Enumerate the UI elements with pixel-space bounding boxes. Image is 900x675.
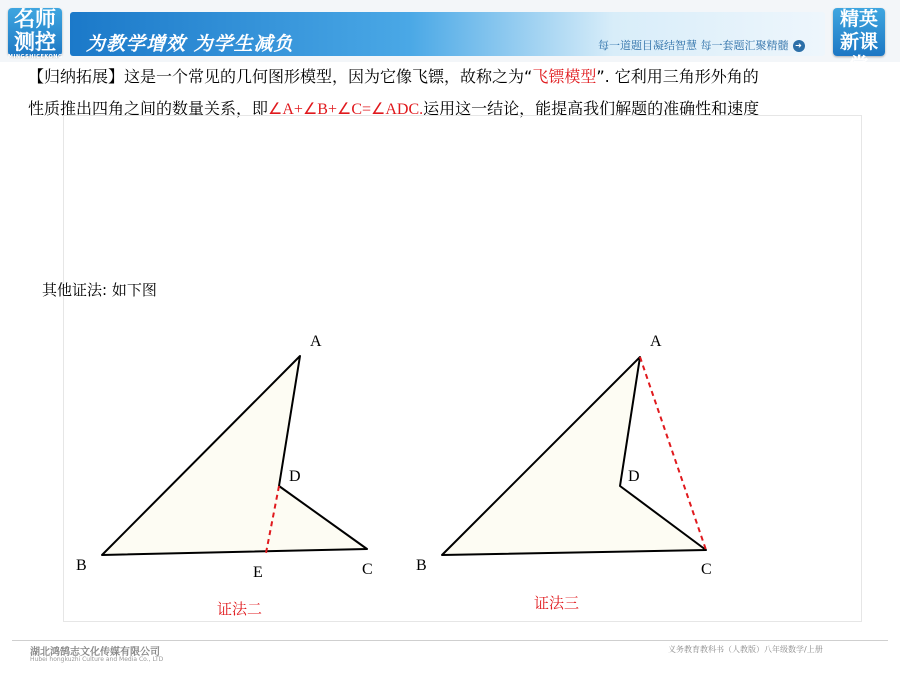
dart-shape-1 — [102, 356, 367, 555]
other-methods-label: 其他证法: 如下图 — [42, 281, 157, 299]
arrow-right-icon: ➜ — [793, 40, 805, 52]
brand-logo-right: 精英新课堂 — [833, 8, 885, 56]
paragraph-line-2-tail: 运用这一结论，能提高我们解题的准确性和速度 — [423, 99, 760, 118]
paragraph-line-1-text: 【归纳拓展】这是一个常见的几何图形模型，因为它像飞镖，故称之为 — [28, 67, 525, 86]
dart-model-term: 飞镖模型 — [532, 67, 597, 86]
label-a-1: A — [310, 333, 322, 350]
slogan-text: 为教学增效 为学生减负 — [86, 33, 294, 55]
paragraph-line-2-text: 性质推出四角之间的数量关系，即 — [28, 99, 269, 118]
dart-shape-2 — [442, 357, 706, 555]
angle-formula: ∠A+∠B+∠C=∠ADC. — [268, 101, 424, 118]
label-b-1: B — [76, 557, 87, 574]
label-e-1: E — [253, 564, 263, 581]
label-c-2: C — [701, 561, 712, 578]
footer-publisher: 湖北鸿鹄志文化传媒有限公司 — [30, 647, 160, 658]
label-d-1: D — [289, 468, 301, 485]
quote-open: “ — [524, 67, 533, 86]
brand-logo-left-subtext: MINGSHICEKONG — [8, 54, 63, 60]
caption-proof-3: 证法三 — [534, 594, 580, 612]
label-d-2: D — [628, 468, 640, 485]
brand-logo-left-text: 名师测控 — [14, 7, 56, 54]
label-c-1: C — [362, 561, 373, 578]
caption-proof-2: 证法二 — [217, 600, 263, 618]
paragraph-line-1-tail: ”. 它利用三角形外角的 — [596, 67, 759, 86]
footer-publisher-en: Hubei hongkuzhi Culture and Media Co., LTD — [30, 656, 164, 663]
label-b-2: B — [416, 557, 427, 574]
motto-label: 每一道题目凝结智慧 每一套题汇聚精髓 — [598, 39, 789, 52]
figure-proof-2 — [76, 333, 373, 618]
footer-book-title: 义务教育教科书（人教版）八年级数学/上册 — [668, 645, 823, 654]
figure-proof-3 — [416, 333, 712, 612]
footer-divider — [12, 640, 888, 641]
label-a-2: A — [650, 333, 662, 350]
